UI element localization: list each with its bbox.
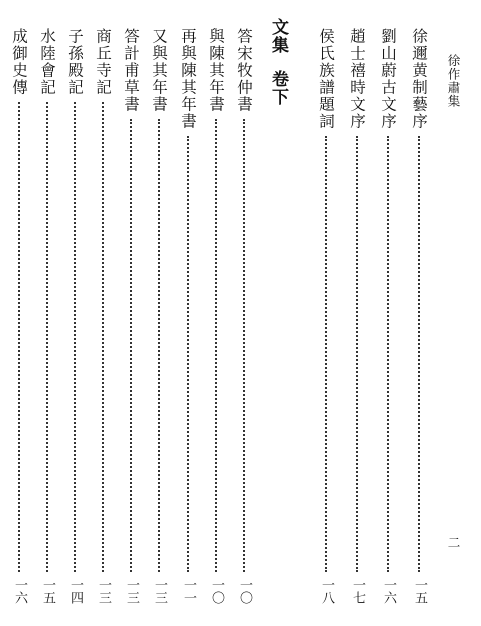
- toc-entry-page: 一五: [40, 578, 55, 604]
- toc-entry-page: 一六: [12, 578, 27, 604]
- dot-leader: [46, 102, 48, 572]
- toc-entry-page: 一五: [412, 578, 427, 604]
- toc-entry: [377, 28, 399, 606]
- toc-entry: [177, 28, 199, 606]
- toc-entry-title: 答計甫草書: [122, 28, 140, 113]
- toc-entry: [205, 28, 227, 606]
- toc-entry: [92, 28, 114, 606]
- dot-leader: [325, 136, 327, 572]
- dot-leader: [74, 102, 76, 572]
- dot-leader: [158, 119, 160, 572]
- dot-leader: [418, 136, 420, 572]
- toc-entry-page: 一三: [152, 578, 167, 604]
- toc-entry-title: 成御史傳: [10, 28, 28, 96]
- dot-leader: [130, 119, 132, 572]
- toc-entry-title: 再與陳其年書: [179, 28, 197, 130]
- dot-leader: [18, 102, 20, 572]
- toc-entry: [120, 28, 142, 606]
- toc-entry: [315, 28, 337, 606]
- toc-entry-page: 一七: [350, 578, 365, 604]
- toc-entry-title: 水陸會記: [38, 28, 56, 96]
- toc-entry: [148, 28, 170, 606]
- dot-leader: [387, 136, 389, 572]
- toc-entry: [8, 28, 30, 606]
- toc-entry-title: 又與其年書: [150, 28, 168, 113]
- toc-entry: [233, 28, 255, 606]
- toc-entry-title: 侯氏族譜題詞: [317, 28, 335, 130]
- toc-entry: [36, 28, 58, 606]
- section-title: 文集: [268, 18, 288, 54]
- toc-entry-page: 一一: [181, 578, 196, 604]
- dot-leader: [102, 102, 104, 572]
- section-heading: [266, 18, 291, 106]
- dot-leader: [215, 119, 217, 572]
- toc-entry-title: 子孫殿記: [66, 28, 84, 96]
- toc-entry-page: 一三: [124, 578, 139, 604]
- toc-entry-title: 趙士禧時文序: [348, 28, 366, 130]
- toc-entry-page: 一〇: [237, 578, 252, 604]
- toc-entry-title: 徐邇黄制藝序: [410, 28, 428, 130]
- running-head: 徐作肅集: [446, 54, 461, 108]
- dot-leader: [356, 136, 358, 572]
- toc-entry-title: 答宋牧仲書: [235, 28, 253, 113]
- toc-entry-title: 與陳其年書: [207, 28, 225, 113]
- toc-entry-title: 劉山蔚古文序: [379, 28, 397, 130]
- toc-entry: [408, 28, 430, 606]
- toc-entry: [346, 28, 368, 606]
- toc-entry-title: 商丘寺記: [94, 28, 112, 96]
- toc-entry: [64, 28, 86, 606]
- dot-leader: [187, 136, 189, 572]
- toc-entry-page: 一三: [96, 578, 111, 604]
- toc-entry-page: 一六: [381, 578, 396, 604]
- dot-leader: [243, 119, 245, 572]
- toc-entry-page: 一〇: [209, 578, 224, 604]
- toc-entry-page: 一四: [68, 578, 83, 604]
- page-number: 二: [446, 536, 461, 549]
- section-volume: 卷下: [268, 70, 288, 106]
- toc-entry-page: 一八: [319, 578, 334, 604]
